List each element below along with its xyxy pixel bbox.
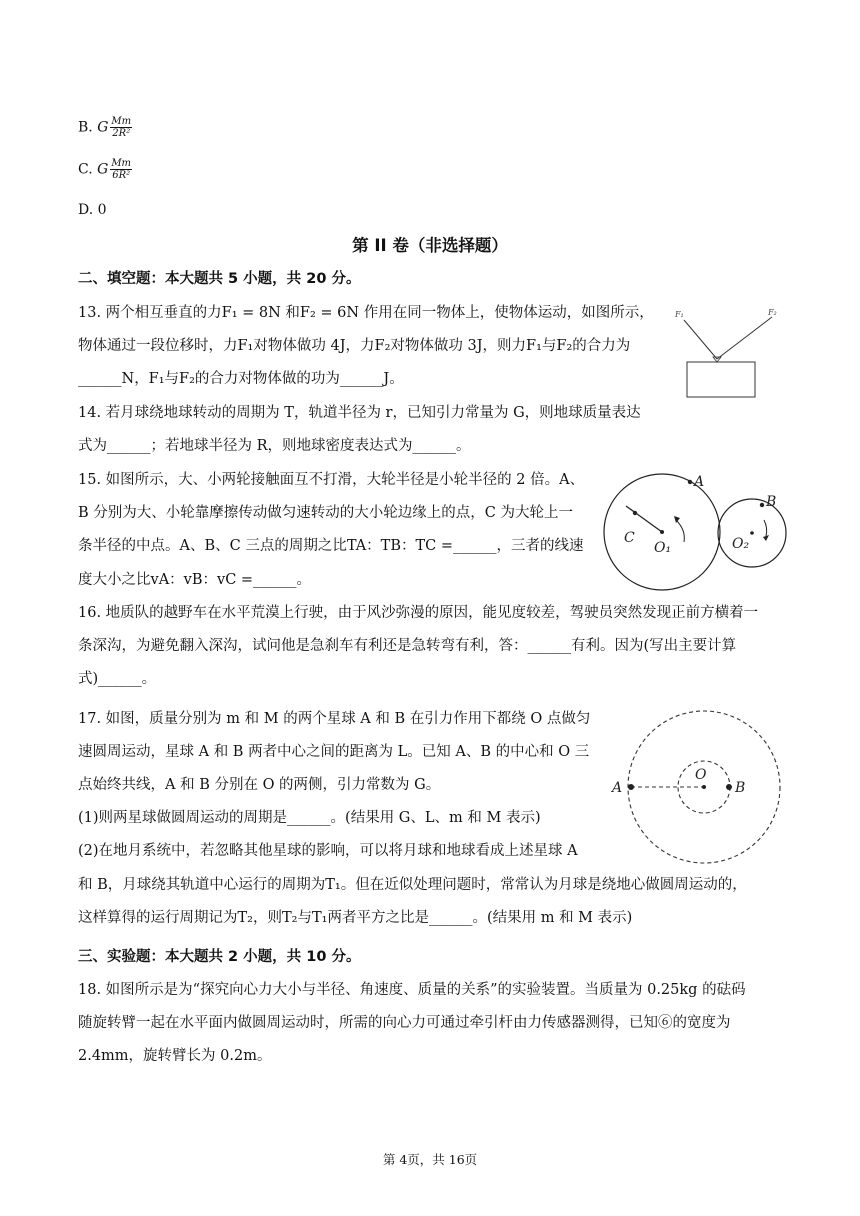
label-o: O: [695, 767, 707, 783]
f1-label: F₁: [675, 310, 684, 319]
label-b: B: [766, 494, 777, 510]
section-heading-experiment: 三、实验题：本大题共 2 小题，共 10 分。: [78, 949, 361, 965]
q15-wheels-diagram: [598, 468, 788, 596]
label-o1: O₁: [654, 540, 672, 556]
f2-label: F₂: [768, 308, 777, 317]
q13-force-diagram: [672, 305, 782, 400]
page-footer: 第 4页，共 16页: [382, 1152, 478, 1167]
q17-line-3: 点始终共线，A 和 B 分别在 O 的两侧，引力常数为 G。: [78, 777, 441, 793]
q13-line-3: ______N，F₁与F₂的合力对物体做的功为______J。: [78, 371, 404, 387]
q17-line-2: 速圆周运动，星球 A 和 B 两者中心之间的距离为 L。已知 A、B 的中心和 O 三: [78, 744, 590, 760]
q18-line-3: 2.4mm，旋转臂长为 0.2m。: [78, 1048, 272, 1064]
label-c: C: [624, 530, 635, 546]
section-heading-fill-in: 二、填空题：本大题共 5 小题，共 20 分。: [78, 271, 361, 287]
q16-line-2: 条深沟，为避免翻入深沟，试问他是急刹车有利还是急转弯有利，答：______有利。因为(写出主要计算: [78, 638, 737, 654]
q14-line-1: 14. 若月球绕地球转动的周期为 T，轨道半径为 r，已知引力常量为 G，则地球质量表达: [78, 405, 641, 421]
part-title: 第 II 卷（非选择题）: [352, 236, 508, 255]
q17-line-6: 和 B，月球绕其轨道中心运行的周期为T₁。但在近似处理问题时，常常认为月球是绕地心做圆周运动的，: [78, 877, 747, 893]
fraction: $\frac{Mm}{\text{6R²}}$: [111, 158, 132, 181]
q13-line-1: 13. 两个相互垂直的力F₁ = 8N 和F₂ = 6N 作用在同一物体上，使物体运动，如图所示，: [78, 305, 654, 321]
q17-line-1: 17. 如图，质量分别为 m 和 M 的两个星球 A 和 B 在引力作用下都绕 O 点做匀: [78, 711, 591, 727]
label-a: A: [612, 780, 623, 796]
option-d: D. 0: [78, 202, 107, 218]
fraction: $\frac{Mm}{\text{2R²}}$: [111, 116, 132, 139]
q18-line-1: 18. 如图所示是为“探究向心力大小与半径、角速度、质量的关系”的实验装置。当质量为 0.25kg 的砝码: [78, 982, 746, 998]
option-b: B. G $\frac{Mm}{\text{2R²}}$: [78, 116, 132, 139]
option-c: C. G $\frac{Mm}{\text{6R²}}$: [78, 158, 132, 181]
label-a: A: [694, 474, 705, 490]
q18-line-2: 随旋转臂一起在水平面内做圆周运动时，所需的向心力可通过牵引杆由力传感器测得，已知⑥的宽度为: [78, 1015, 731, 1031]
label-o2: O₂: [732, 536, 750, 552]
q13-line-2: 物体通过一段位移时，力F₁对物体做功 4J，力F₂对物体做功 3J，则力F₁与F₂的合力为: [78, 338, 631, 354]
q17-line-7: 这样算得的运行周期记为T₂，则T₂与T₁两者平方之比是______。(结果用 m 和 M 表示): [78, 910, 633, 926]
q17-line-5: (2)在地月系统中，若忽略其他星球的影响，可以将月球和地球看成上述星球 A: [78, 843, 578, 859]
q15-line-3: 条半径的中点。A、B、C 三点的周期之比TA：TB：TC =______，三者的线速: [78, 538, 584, 554]
q16-line-3: 式)______。: [78, 671, 157, 687]
q14-line-2: 式为______；若地球半径为 R，则地球密度表达式为______。: [78, 438, 471, 454]
q15-line-2: B 分别为大、小轮靠摩擦传动做匀速转动的大小轮边缘上的点，C 为大轮上一: [78, 505, 573, 521]
q17-line-4: (1)则两星球做圆周运动的周期是______。(结果用 G、L、m 和 M 表示): [78, 810, 541, 826]
q15-line-1: 15. 如图所示，大、小两轮接触面互不打滑，大轮半径是小轮半径的 2 倍。A、: [78, 472, 585, 488]
q17-binary-star-diagram: [606, 695, 786, 875]
label-b: B: [735, 780, 746, 796]
q16-line-1: 16. 地质队的越野车在水平荒漠上行驶，由于风沙弥漫的原因，能见度较差，驾驶员突然发现正前方横着一: [78, 605, 759, 621]
q15-line-4: 度大小之比vA：vB：vC =______。: [78, 572, 312, 588]
